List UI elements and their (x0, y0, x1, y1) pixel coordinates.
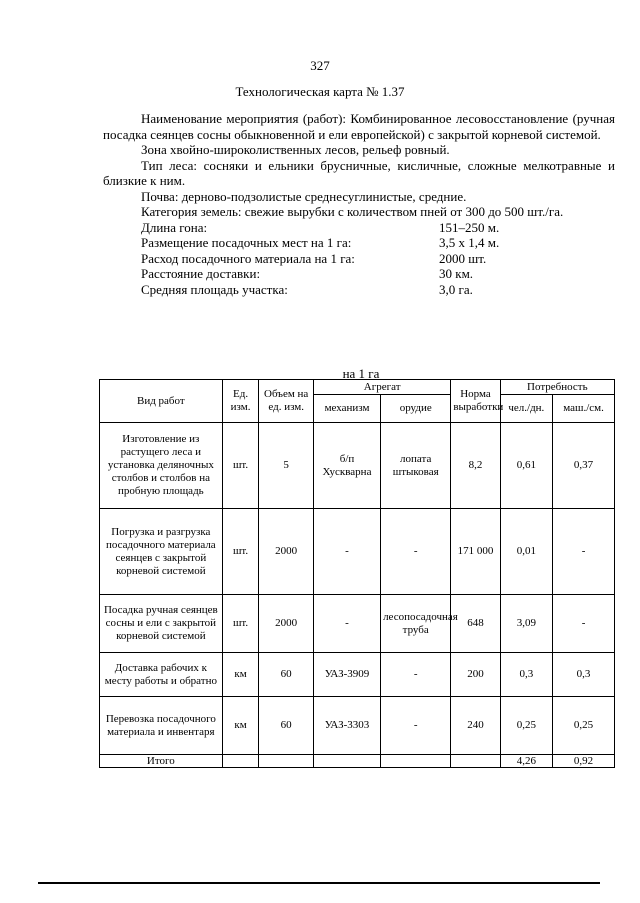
cell-total-man-days: 4,26 (500, 755, 552, 768)
parameter-label: Расстояние доставки: (141, 266, 261, 281)
parameter-row (103, 220, 615, 236)
header-aggregate: Агрегат (313, 380, 450, 395)
cell-mechanism: - (313, 509, 380, 595)
page-number: 327 (310, 58, 330, 73)
parameter-row (103, 282, 615, 298)
cell-norm: 648 (451, 595, 500, 653)
forest-zone: Зона хвойно-широколиственных лесов, рельеф ровный. (141, 142, 450, 157)
parameter-row (103, 235, 615, 251)
cell-norm: 200 (451, 653, 500, 697)
soil-type: Почва: дерново-подзолистые среднесуглинистые, средние. (141, 188, 467, 204)
cell-mechanism: УАЗ-3909 (313, 653, 380, 697)
activity-name: Наименование мероприятия (работ): Комбинированное лесовосстановление (ручная посадка сеянцев сосны обыкновенной и ели европейской) с закрытой корневой системой. (103, 111, 615, 142)
forest-type: Тип леса: сосняки и ельники брусничные, кисличные, сложные мелкотравные и близкие к ним. (103, 157, 615, 188)
cell-work: Посадка ручная сеянцев сосны и ели с закрытой корневой системой (100, 595, 223, 653)
operation-parameters (103, 111, 615, 297)
header-unit: Ед. изм. (222, 380, 259, 423)
header-mechanism: механизм (313, 395, 380, 423)
cell-unit: шт. (222, 509, 259, 595)
cell-man-days: 3,09 (500, 595, 552, 653)
cell-volume: 60 (259, 697, 314, 755)
table-row (100, 423, 615, 509)
cell-empty (222, 755, 259, 768)
cell-machine-shifts: - (553, 595, 615, 653)
cell-work: Перевозка посадочного материала и инвентаря (100, 697, 223, 755)
cell-mechanism: б/п Хускварна (313, 423, 380, 509)
parameter-row (103, 266, 615, 282)
cell-tool: - (381, 697, 451, 755)
table-row (100, 697, 615, 755)
table-row (100, 595, 615, 653)
table-row (100, 653, 615, 697)
cell-machine-shifts: 0,25 (553, 697, 615, 755)
parameter-label: Длина гона: (141, 219, 208, 235)
cell-volume: 60 (259, 653, 314, 697)
cell-norm: 8,2 (451, 423, 500, 509)
cell-tool: - (381, 653, 451, 697)
cell-tool: лесопосадочная труба (381, 595, 451, 653)
table-row (100, 509, 615, 595)
cell-empty (313, 755, 380, 768)
cell-volume: 5 (259, 423, 314, 509)
parameter-value: 151–250 м. (439, 219, 500, 235)
cell-norm: 171 000 (451, 509, 500, 595)
work-table (99, 379, 615, 768)
parameter-label: Средняя площадь участка: (141, 281, 288, 297)
cell-man-days: 0,25 (500, 697, 552, 755)
cell-man-days: 0,3 (500, 653, 552, 697)
cell-total-label: Итого (100, 755, 223, 768)
cell-unit: км (222, 697, 259, 755)
parameter-value: 30 км. (439, 266, 474, 281)
header-machine-shifts: маш./см. (553, 395, 615, 423)
cell-work: Изготовление из растущего леса и установка деляночных столбов и столбов на пробную площадь (100, 423, 223, 509)
cell-unit: км (222, 653, 259, 697)
cell-empty (381, 755, 451, 768)
cell-machine-shifts: 0,37 (553, 423, 615, 509)
header-need: Потребность (500, 380, 614, 395)
cell-norm: 240 (451, 697, 500, 755)
parameter-label: Расход посадочного материала на 1 га: (141, 250, 355, 266)
cell-unit: шт. (222, 595, 259, 653)
parameter-value: 3,0 га. (439, 281, 473, 297)
header-volume: Объем на ед. изм. (259, 380, 314, 423)
cell-man-days: 0,61 (500, 423, 552, 509)
page-bottom-rule (38, 882, 600, 884)
header-tool: орудие (381, 395, 451, 423)
cell-empty (451, 755, 500, 768)
table-total-row (100, 755, 615, 768)
cell-empty (259, 755, 314, 768)
cell-tool: лопата штыковая (381, 423, 451, 509)
cell-man-days: 0,01 (500, 509, 552, 595)
cell-volume: 2000 (259, 509, 314, 595)
cell-work: Доставка рабочих к месту работы и обратно (100, 653, 223, 697)
cell-work: Погрузка и разгрузка посадочного материала сеянцев с закрытой корневой системой (100, 509, 223, 595)
header-norm: Норма выработки (451, 380, 500, 423)
cell-volume: 2000 (259, 595, 314, 653)
page-title: Технологическая карта № 1.37 (235, 84, 405, 99)
table-caption: на 1 га (342, 366, 380, 381)
cell-total-machine-shifts: 0,92 (553, 755, 615, 768)
parameter-label: Размещение посадочных мест на 1 га: (141, 235, 352, 250)
header-man-days: чел./дн. (500, 395, 552, 423)
cell-unit: шт. (222, 423, 259, 509)
cell-mechanism: УАЗ-3303 (313, 697, 380, 755)
cell-mechanism: - (313, 595, 380, 653)
parameter-value: 3,5 х 1,4 м. (439, 235, 500, 250)
land-category: Категория земель: свежие вырубки с количеством пней от 300 до 500 шт./га. (141, 204, 564, 219)
parameter-row (103, 251, 615, 267)
cell-machine-shifts: - (553, 509, 615, 595)
cell-machine-shifts: 0,3 (553, 653, 615, 697)
header-work: Вид работ (100, 380, 223, 423)
cell-tool: - (381, 509, 451, 595)
parameter-value: 2000 шт. (439, 250, 487, 266)
